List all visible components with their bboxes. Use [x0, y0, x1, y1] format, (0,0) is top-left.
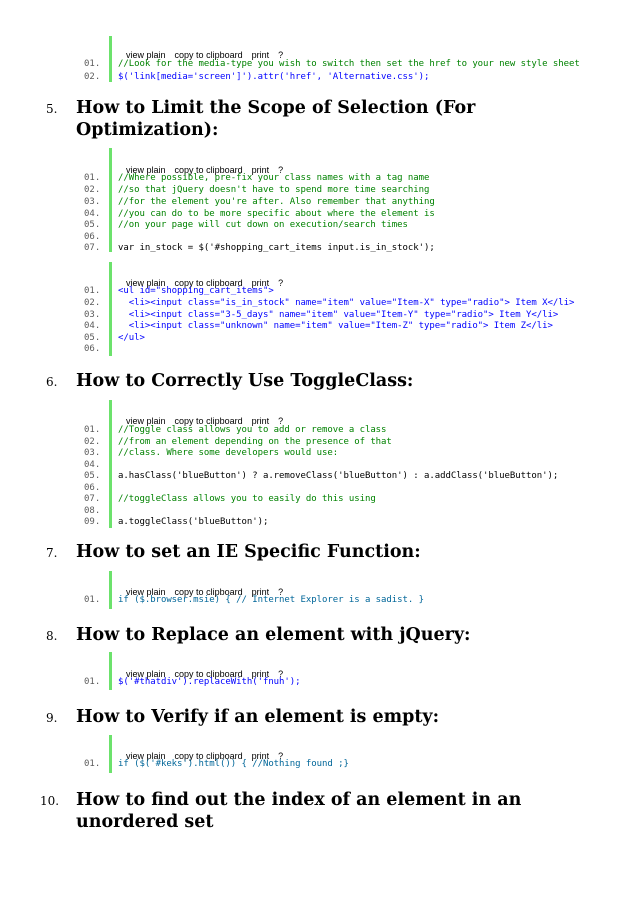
code-gutter-bar: [109, 36, 112, 82]
line-number: 07.: [84, 494, 101, 504]
view-plain-link[interactable]: view plain: [126, 278, 166, 288]
code-line: if ($('#keks').html()) { //Nothing found ;}: [118, 759, 349, 769]
view-plain-link[interactable]: view plain: [126, 416, 166, 426]
code-gutter-bar: [109, 400, 112, 528]
view-plain-link[interactable]: view plain: [126, 669, 166, 679]
code-line: var in_stock = $('#shopping_cart_items input.is_in_stock');: [118, 243, 435, 253]
heading-line: How to Limit the Scope of Selection (For: [76, 98, 476, 118]
code-line: //Toggle class allows you to add or remove a class: [118, 425, 387, 435]
line-number: 08.: [84, 506, 101, 516]
view-plain-link[interactable]: view plain: [126, 50, 166, 60]
code-line: //for the element you're after. Also remember that anything: [118, 197, 435, 207]
line-number: 01.: [84, 677, 101, 687]
code-line: <ul id="shopping_cart_items">: [118, 286, 274, 296]
line-number: 01.: [84, 759, 101, 769]
heading-line: How to Correctly Use ToggleClass:: [76, 371, 414, 391]
line-number: 05.: [84, 220, 101, 230]
heading-line: How to set an IE Specific Function:: [76, 542, 421, 562]
line-number: 05.: [84, 333, 101, 343]
print-link[interactable]: print: [251, 669, 270, 679]
heading-line: How to Replace an element with jQuery:: [76, 625, 471, 645]
print-link[interactable]: print: [251, 50, 270, 60]
help-link[interactable]: ?: [278, 50, 284, 60]
help-link[interactable]: ?: [278, 416, 284, 426]
copy-to-clipboard-link[interactable]: copy to clipboard: [174, 165, 243, 175]
code-line: //on your page will cut down on execution/search times: [118, 220, 408, 230]
heading-line: How to find out the index of an element in an: [76, 790, 522, 810]
line-number: 02.: [84, 437, 101, 447]
code-line: //from an element depending on the presence of that: [118, 437, 392, 447]
view-plain-link[interactable]: view plain: [126, 751, 166, 761]
line-number: 02.: [84, 185, 101, 195]
help-link[interactable]: ?: [278, 669, 284, 679]
line-number: 03.: [84, 310, 101, 320]
line-number: 01.: [84, 286, 101, 296]
line-number: 06.: [84, 232, 101, 242]
help-link[interactable]: ?: [278, 165, 284, 175]
heading-number: 6.: [46, 375, 58, 389]
line-number: 06.: [84, 483, 101, 493]
line-number: 01.: [84, 59, 101, 69]
heading-number: 9.: [46, 711, 58, 725]
heading-line: unordered set: [76, 812, 214, 832]
line-number: 01.: [84, 173, 101, 183]
copy-to-clipboard-link[interactable]: copy to clipboard: [174, 278, 243, 288]
copy-to-clipboard-link[interactable]: copy to clipboard: [174, 50, 243, 60]
print-link[interactable]: print: [251, 165, 270, 175]
line-number: 06.: [84, 344, 101, 354]
copy-to-clipboard-link[interactable]: copy to clipboard: [174, 416, 243, 426]
heading-number: 7.: [46, 546, 58, 560]
code-line: //class. Where some developers would use:: [118, 448, 339, 458]
heading-line: How to Verify if an element is empty:: [76, 707, 440, 727]
code-line: a.toggleClass('blueButton');: [118, 517, 269, 527]
code-gutter-bar: [109, 262, 112, 356]
copy-to-clipboard-link[interactable]: copy to clipboard: [174, 587, 243, 597]
heading-number: 10.: [40, 794, 60, 808]
copy-to-clipboard-link[interactable]: copy to clipboard: [174, 751, 243, 761]
line-number: 03.: [84, 197, 101, 207]
code-line: if ($.browser.msie) { // Internet Explorer is a sadist. }: [118, 595, 425, 605]
code-line: //so that jQuery doesn't have to spend more time searching: [118, 185, 430, 195]
code-line: //Look for the media-type you wish to switch then set the href to your new style sheet: [118, 59, 580, 69]
line-number: 02.: [84, 298, 101, 308]
line-number: 04.: [84, 321, 101, 331]
help-link[interactable]: ?: [278, 278, 284, 288]
code-line: //Where possible, pre-fix your class names with a tag name: [118, 173, 430, 183]
line-number: 04.: [84, 460, 101, 470]
print-link[interactable]: print: [251, 416, 270, 426]
help-link[interactable]: ?: [278, 751, 284, 761]
view-plain-link[interactable]: view plain: [126, 165, 166, 175]
line-number: 05.: [84, 471, 101, 481]
code-line: </ul>: [118, 333, 145, 343]
code-line: //you can do to be more specific about where the element is: [118, 209, 435, 219]
code-gutter-bar: [109, 571, 112, 609]
code-gutter-bar: [109, 735, 112, 773]
heading-line: Optimization):: [76, 120, 219, 140]
print-link[interactable]: print: [251, 587, 270, 597]
code-line: $('#thatdiv').replaceWith('fnuh');: [118, 677, 301, 687]
line-number: 09.: [84, 517, 101, 527]
line-number: 01.: [84, 595, 101, 605]
line-number: 07.: [84, 243, 101, 253]
help-link[interactable]: ?: [278, 587, 284, 597]
line-number: 01.: [84, 425, 101, 435]
print-link[interactable]: print: [251, 278, 270, 288]
code-line: a.hasClass('blueButton') ? a.removeClass('blueButton') : a.addClass('blueButton');: [118, 471, 559, 481]
heading-number: 8.: [46, 629, 58, 643]
print-link[interactable]: print: [251, 751, 270, 761]
code-line: <li><input class="is_in_stock" name="item" value="Item-X" type="radio"> Item X</li>: [118, 298, 575, 308]
code-line: //toggleClass allows you to easily do this using: [118, 494, 376, 504]
line-number: 04.: [84, 209, 101, 219]
code-gutter-bar: [109, 652, 112, 690]
line-number: 03.: [84, 448, 101, 458]
copy-to-clipboard-link[interactable]: copy to clipboard: [174, 669, 243, 679]
code-gutter-bar: [109, 148, 112, 252]
code-line: <li><input class="unknown" name="item" value="Item-Z" type="radio"> Item Z</li>: [118, 321, 553, 331]
code-line: <li><input class="3-5_days" name="item" value="Item-Y" type="radio"> Item Y</li>: [118, 310, 559, 320]
view-plain-link[interactable]: view plain: [126, 587, 166, 597]
line-number: 02.: [84, 72, 101, 82]
code-line: $('link[media='screen']').attr('href', 'Alternative.css');: [118, 72, 430, 82]
heading-number: 5.: [46, 102, 58, 116]
